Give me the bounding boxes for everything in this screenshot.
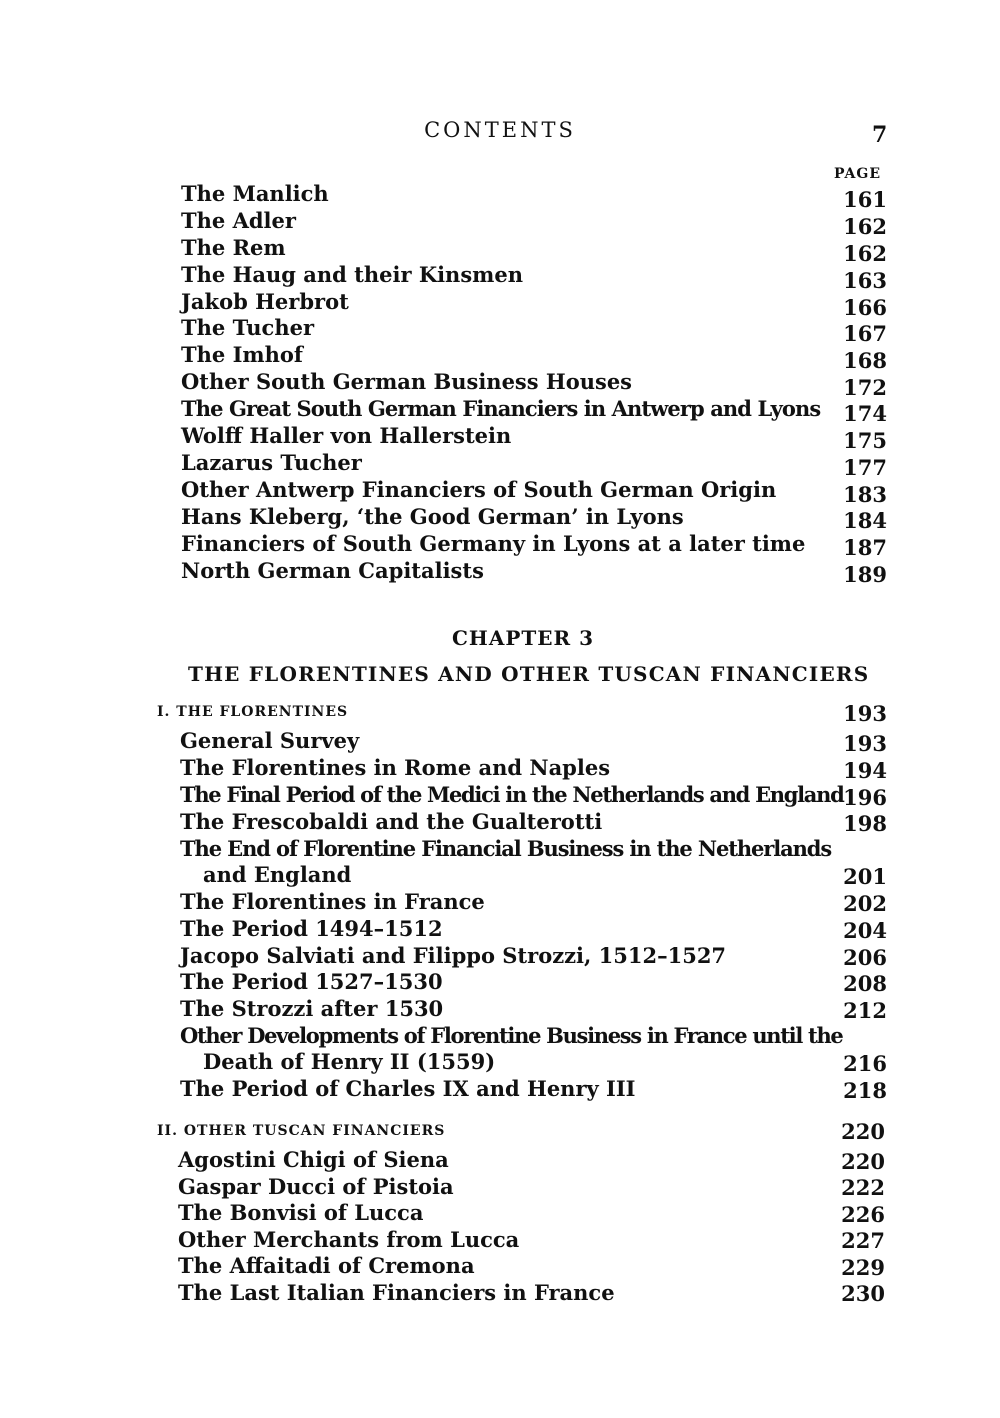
- toc-entry-title: The End of Florentine Financial Business in the Netherlands: [180, 836, 832, 861]
- toc-entry-title: The Frescobaldi and the Gualterotti: [180, 809, 603, 834]
- toc-entry-page: 187: [843, 535, 887, 560]
- toc-entry-title: The Tucher: [181, 315, 315, 340]
- section-page: 220: [841, 1119, 885, 1144]
- toc-entry-page: 168: [843, 348, 887, 373]
- chapter-label: CHAPTER 3: [452, 626, 594, 650]
- toc-entry-title: The Period 1527–1530: [180, 969, 443, 994]
- toc-entry-page: 193: [843, 731, 887, 756]
- toc-entry-title: Other Merchants from Lucca: [178, 1227, 520, 1252]
- toc-entry-page: 220: [841, 1149, 885, 1174]
- toc-entry-title: General Survey: [180, 728, 360, 753]
- toc-entry-page: 184: [843, 508, 887, 533]
- toc-entry-page: 198: [843, 811, 887, 836]
- toc-entry-page: 161: [843, 187, 887, 212]
- toc-entry-title: The Final Period of the Medici in the Netherlands and England: [180, 782, 844, 807]
- page-number: 7: [872, 122, 888, 148]
- toc-entry-page: 189: [843, 562, 887, 587]
- toc-entry-title: The Great South German Financiers in Antwerp and Lyons: [181, 396, 821, 421]
- toc-entry-continuation: Death of Henry II (1559): [203, 1049, 496, 1074]
- toc-entry-page: 194: [843, 758, 887, 783]
- toc-entry-title: The Haug and their Kinsmen: [181, 262, 523, 287]
- toc-entry-title: Agostini Chigi of Siena: [178, 1147, 449, 1172]
- toc-entry-title: The Florentines in France: [180, 889, 485, 914]
- toc-entry-title: The Imhof: [181, 342, 303, 367]
- toc-entry-title: The Rem: [181, 235, 286, 260]
- toc-entry-page: 172: [843, 375, 887, 400]
- toc-entry-page: 218: [843, 1078, 887, 1103]
- toc-entry-page: 162: [843, 214, 887, 239]
- toc-entry-page: 167: [843, 321, 887, 346]
- toc-entry-page: 206: [843, 945, 887, 970]
- toc-entry-page: 230: [841, 1281, 885, 1306]
- toc-entry-title: The Last Italian Financiers in France: [178, 1280, 615, 1305]
- toc-entry-title: Jakob Herbrot: [181, 289, 349, 314]
- toc-entry-title: The Period 1494–1512: [180, 916, 443, 941]
- toc-entry-title: The Adler: [181, 208, 296, 233]
- toc-entry-title: Other South German Business Houses: [181, 369, 633, 394]
- toc-entry-title: The Strozzi after 1530: [180, 996, 444, 1021]
- toc-entry-page: 175: [843, 428, 887, 453]
- toc-entry-title: The Florentines in Rome and Naples: [180, 755, 611, 780]
- page-column-label: PAGE: [834, 166, 881, 182]
- toc-entry-page: 229: [841, 1255, 885, 1280]
- chapter-title: THE FLORENTINES AND OTHER TUSCAN FINANCIERS: [188, 662, 870, 686]
- toc-entry-title: Jacopo Salviati and Filippo Strozzi, 1512–1527: [180, 943, 727, 968]
- toc-entry-title: The Manlich: [181, 181, 329, 206]
- toc-entry-title: Wolff Haller von Hallerstein: [181, 423, 512, 448]
- running-head: CONTENTS: [424, 118, 576, 142]
- toc-entry-page: 227: [841, 1228, 885, 1253]
- toc-entry-page: 201: [843, 864, 887, 889]
- toc-entry-page: 183: [843, 482, 887, 507]
- toc-entry-page: 208: [843, 971, 887, 996]
- toc-entry-page: 166: [843, 295, 887, 320]
- toc-entry-page: 196: [843, 785, 887, 810]
- toc-entry-page: 177: [843, 455, 887, 480]
- toc-entry-title: Other Antwerp Financiers of South German Origin: [181, 477, 777, 502]
- section-page: 193: [843, 701, 887, 726]
- toc-entry-page: 226: [841, 1202, 885, 1227]
- toc-entry-page: 212: [843, 998, 887, 1023]
- toc-entry-title: North German Capitalists: [181, 558, 484, 583]
- toc-entry-continuation: and England: [203, 862, 352, 887]
- section-heading: I. THE FLORENTINES: [157, 704, 349, 720]
- toc-entry-page: 204: [843, 918, 887, 943]
- toc-entry-title: Other Developments of Florentine Business in France until the: [180, 1023, 843, 1048]
- toc-entry-title: Hans Kleberg, ‘the Good German’ in Lyons: [181, 504, 684, 529]
- toc-entry-title: The Bonvisi of Lucca: [178, 1200, 424, 1225]
- toc-entry-page: 162: [843, 241, 887, 266]
- toc-entry-title: Financiers of South Germany in Lyons at a later time: [181, 531, 806, 556]
- toc-entry-title: The Affaitadi of Cremona: [178, 1253, 475, 1278]
- toc-entry-page: 222: [841, 1175, 885, 1200]
- toc-entry-title: Gaspar Ducci of Pistoia: [178, 1174, 454, 1199]
- toc-entry-page: 163: [843, 268, 887, 293]
- toc-entry-page: 216: [843, 1051, 887, 1076]
- toc-entry-page: 174: [843, 401, 887, 426]
- toc-entry-page: 202: [843, 891, 887, 916]
- toc-entry-title: Lazarus Tucher: [181, 450, 362, 475]
- toc-entry-title: The Period of Charles IX and Henry III: [180, 1076, 636, 1101]
- section-heading: II. OTHER TUSCAN FINANCIERS: [157, 1123, 446, 1139]
